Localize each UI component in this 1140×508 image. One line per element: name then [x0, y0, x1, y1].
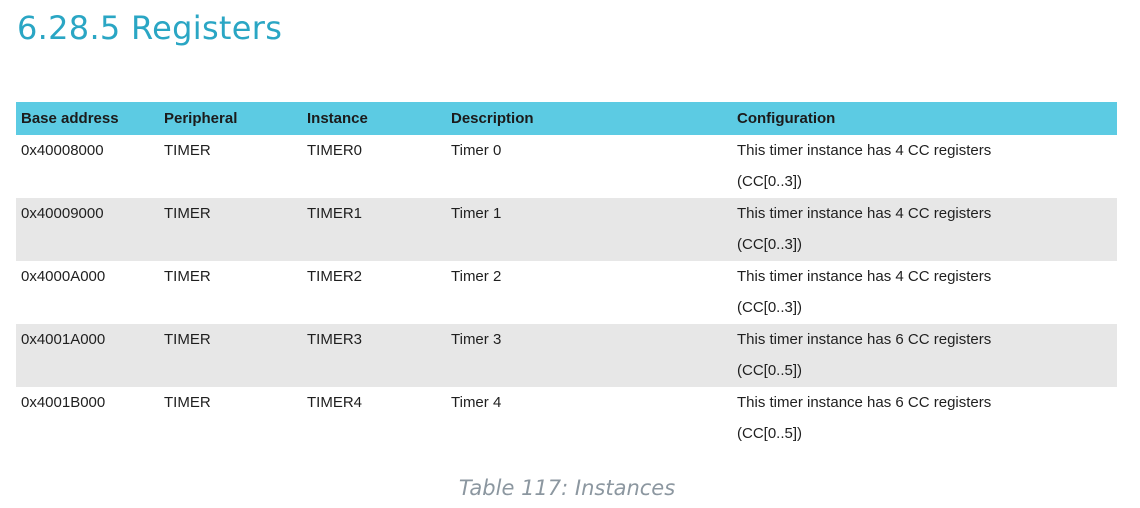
cell-base-address: 0x40009000 [16, 198, 159, 261]
instances-table [16, 102, 1117, 450]
table-caption: Table 117: Instances [458, 476, 676, 500]
cell-configuration [732, 261, 1117, 324]
cell-peripheral: TIMER [164, 268, 211, 285]
cell-configuration [732, 135, 1117, 198]
table-row [16, 135, 1117, 198]
table-header-row [16, 102, 1117, 135]
header-peripheral: Peripheral [159, 102, 302, 135]
configuration-text: This timer instance has 6 CC registers [737, 331, 992, 348]
configuration-text: This timer instance has 6 CC registers [737, 394, 992, 411]
cell-instance: TIMER1 [302, 198, 446, 261]
configuration-range: (CC[0..3]) [737, 173, 803, 190]
cell-base-address: 0x4001A000 [16, 324, 159, 387]
header-configuration: Configuration [732, 102, 1117, 135]
configuration-text: This timer instance has 4 CC registers [737, 268, 992, 285]
cell-peripheral: TIMER [159, 324, 302, 387]
configuration-range: (CC[0..3]) [737, 299, 803, 316]
cell-configuration [732, 198, 1117, 261]
cell-instance: TIMER4 [307, 394, 363, 411]
cell-description: Timer 3 [446, 324, 732, 387]
cell-base-address: 0x4000A000 [21, 268, 106, 285]
cell-configuration [732, 324, 1117, 387]
cell-peripheral: TIMER [164, 142, 211, 159]
header-instance: Instance [302, 102, 446, 135]
cell-description: Timer 0 [451, 142, 502, 159]
page-title: 6.28.5 Registers [17, 9, 283, 47]
cell-description: Timer 1 [446, 198, 732, 261]
cell-instance: TIMER2 [307, 268, 363, 285]
cell-peripheral: TIMER [159, 198, 302, 261]
header-description: Description [446, 102, 732, 135]
table-row [16, 387, 1117, 450]
configuration-range: (CC[0..5]) [737, 362, 803, 379]
configuration-text: This timer instance has 4 CC registers [737, 142, 992, 159]
table-row [16, 198, 1117, 261]
cell-base-address: 0x4001B000 [21, 394, 106, 411]
cell-peripheral: TIMER [164, 394, 211, 411]
cell-instance: TIMER3 [302, 324, 446, 387]
table-row [16, 324, 1117, 387]
cell-instance: TIMER0 [307, 142, 363, 159]
configuration-range: (CC[0..3]) [737, 236, 803, 253]
configuration-text: This timer instance has 4 CC registers [737, 205, 992, 222]
cell-base-address: 0x40008000 [21, 142, 104, 159]
cell-description: Timer 4 [451, 394, 502, 411]
header-base-address: Base address [16, 102, 159, 135]
cell-configuration [732, 387, 1117, 450]
table-row [16, 261, 1117, 324]
cell-description: Timer 2 [451, 268, 502, 285]
configuration-range: (CC[0..5]) [737, 425, 803, 442]
